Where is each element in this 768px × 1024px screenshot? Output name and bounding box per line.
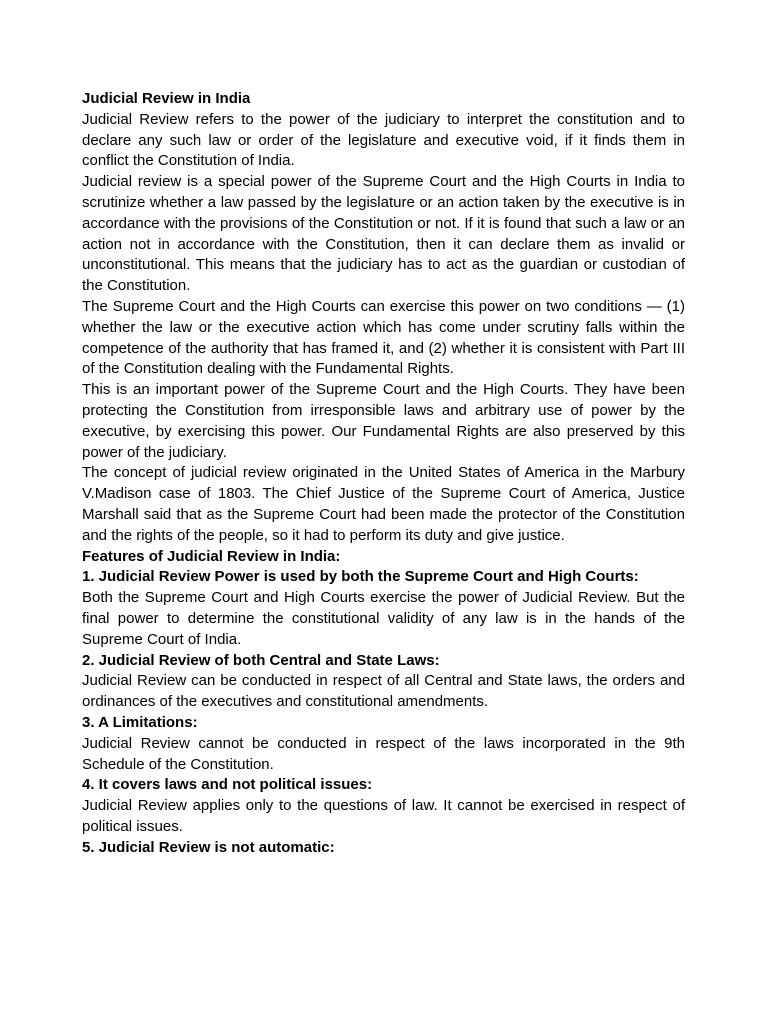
feature-4-text: Judicial Review applies only to the questions of law. It cannot be exercised in respect of political issues.	[82, 797, 685, 835]
feature-4-heading: 4. It covers laws and not political issues:	[82, 776, 373, 794]
document-title: Judicial Review in India	[82, 90, 251, 107]
intro-paragraph-4: This is an important power of the Supreme Court and the High Courts. They have been protecting the Constitution from irresponsible laws and arbitrary use of power by the executive, by exercising this power. Our Fundamental Rights are also preserved by this power of the judiciary.	[82, 381, 685, 461]
feature-1-text: Both the Supreme Court and High Courts exercise the power of Judicial Review. But the final power to determine the constitutional validity of any law is in the hands of the Supreme Court of India.	[82, 589, 685, 648]
document-page	[82, 89, 685, 858]
intro-paragraph-3: The Supreme Court and the High Courts can exercise this power on two conditions — (1) whether the law or the executive action which has come under scrutiny falls within the competence of the authority that has framed it, and (2) whether it is consistent with Part III of the Constitution dealing with the Fundamental Rights.	[82, 297, 685, 378]
intro-paragraph-1: Judicial Review refers to the power of the judiciary to interpret the constitution and to declare any such law or order of the legislature and executive void, if it finds them in conflict the Constitution of India.	[82, 110, 685, 170]
features-heading: Features of Judicial Review in India:	[82, 547, 341, 565]
feature-1-heading: 1. Judicial Review Power is used by both the Supreme Court and High Courts:	[82, 568, 639, 586]
feature-5-heading: 5. Judicial Review is not automatic:	[82, 838, 335, 856]
intro-paragraph-2: Judicial review is a special power of the Supreme Court and the High Courts in India to scrutinize whether a law passed by the legislature or an action taken by the executive is in accordance with the provisions of the Constitution or not. If it is found that such a law or an action not in accordance with the Constitution, then it can declare them as invalid or unconstitutional. This means that the judiciary has to act as the guardian or custodian of the Constitution.	[82, 173, 685, 295]
feature-2-text: Judicial Review can be conducted in respect of all Central and State laws, the orders and ordinances of the executives and constitutional amendments.	[82, 672, 685, 711]
feature-3-heading: 3. A Limitations:	[82, 713, 198, 731]
feature-2-heading: 2. Judicial Review of both Central and State Laws:	[82, 651, 440, 669]
feature-3-text: Judicial Review cannot be conducted in respect of the laws incorporated in the 9th Schedule of the Constitution.	[82, 734, 685, 773]
intro-paragraph-5: The concept of judicial review originated in the United States of America in the Marbury V.Madison case of 1803. The Chief Justice of the Supreme Court of America, Justice Marshall said that as the Supreme Court had been made the protector of the Constitution and the rights of the people, so it had to perform its duty and give justice.	[82, 464, 685, 544]
